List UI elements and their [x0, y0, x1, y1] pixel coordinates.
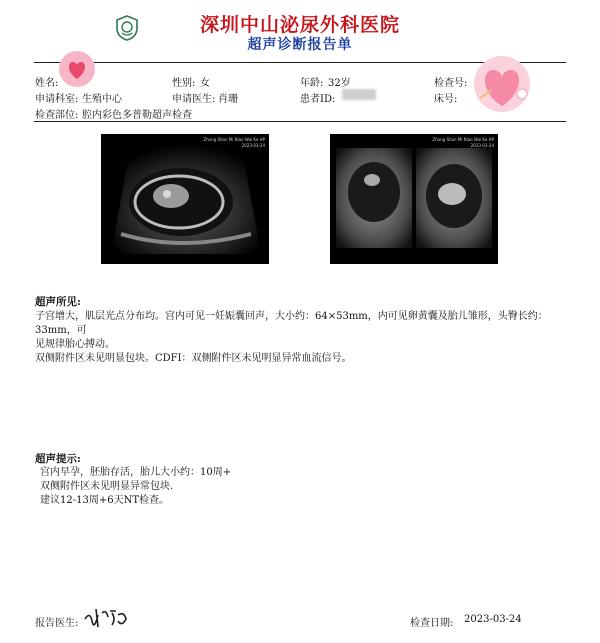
ultrasound-image-right: [330, 134, 498, 264]
date-value: 2023-03-24: [464, 614, 522, 625]
reporter-label: 报告医生:: [35, 618, 79, 629]
heart-sticker-large: [470, 54, 534, 114]
doctor-label: 申请医生:: [172, 94, 216, 105]
gender-label: 性别:: [172, 78, 196, 89]
gender-value: 女: [200, 78, 210, 89]
impression-line: 建议12-13周+6天NT检查。: [40, 495, 169, 506]
right-image-caption: Zhong Shan Mi Niao Wai Ke HP: [432, 137, 494, 142]
bed-label: 床号:: [434, 94, 458, 105]
name-label: 姓名:: [35, 78, 59, 89]
check-no-label: 检查号:: [434, 78, 468, 89]
doctor-signature: [82, 605, 132, 631]
impression-body: [40, 466, 540, 508]
left-image-caption: Zhong Shan Mi Niao Wai Ke HP: [203, 137, 265, 142]
redacted-patient-id: [342, 89, 376, 100]
findings-line: 子宫增大，肌层光点分布均。宫内可见一妊娠囊回声，大小约：64×53mm，内可见卵黄囊及胎儿雏形，头臀长约：33mm，可: [35, 311, 548, 336]
impression-line: 宫内早孕，胚胎存活，胎儿大小约：10周+: [40, 467, 232, 478]
dept-label: 申请科室:: [35, 94, 79, 105]
age-value: 32岁: [328, 78, 351, 89]
findings-body: [35, 310, 570, 366]
doctor-value: 肖珊: [218, 94, 238, 105]
dept-value: 生殖中心: [82, 94, 122, 105]
impression-line: 双侧附件区未见明显异常包块.: [40, 481, 174, 492]
heart-sticker-small: [56, 50, 98, 88]
exam-site-value: 腔内彩色多普勒超声检查: [82, 110, 192, 121]
findings-line: 见规律胎心搏动。: [35, 339, 115, 350]
ultrasound-image-left: [101, 134, 269, 264]
hospital-name: 深圳中山泌尿外科医院: [199, 14, 400, 36]
findings-title: 超声所见:: [35, 296, 81, 308]
right-image-date: 2023-03-24: [470, 143, 494, 148]
left-image-date: 2023-03-24: [241, 143, 265, 148]
age-label: 年龄:: [300, 78, 324, 89]
info-divider: [34, 121, 566, 122]
patient-id-label: 患者ID:: [300, 94, 336, 105]
exam-site-label: 检查部位:: [35, 110, 79, 121]
date-label: 检查日期:: [410, 618, 454, 629]
findings-line: 双侧附件区未见明显包块。CDFI：双侧附件区未见明显异常血流信号。: [35, 353, 352, 364]
impression-title: 超声提示:: [35, 453, 81, 465]
report-title: 超声诊断报告单: [247, 37, 353, 53]
